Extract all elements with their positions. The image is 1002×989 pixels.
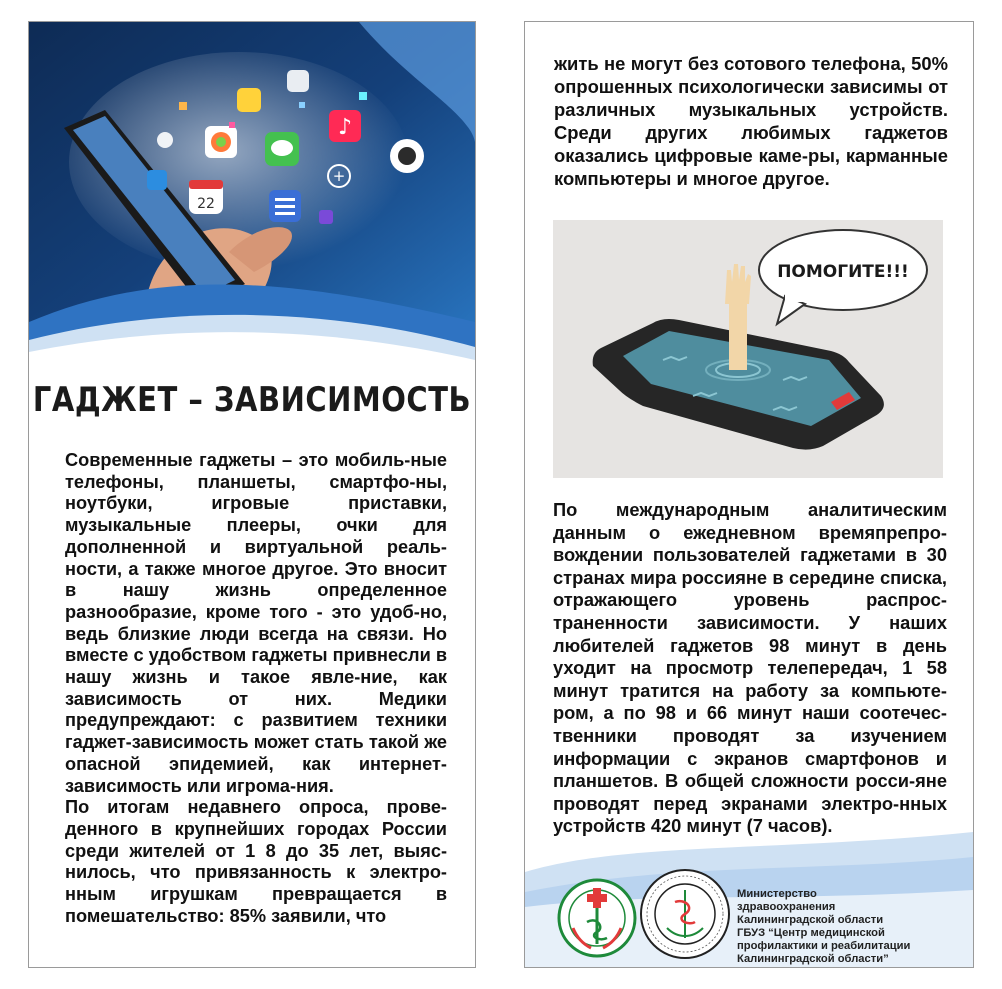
calendar-date: 22 [197,196,215,212]
paragraph: По итогам недавнего опроса, прове-денного в крупнейших городах России среди жителей от 1 8 до 35 лет, выяс-нилось, что привязанность к электро-нным игрушкам превращается в помешательство: 85% заявили, что [65,797,447,926]
svg-text:+: + [332,167,346,185]
clock-app-icon [157,132,173,148]
center-prevention-logo [639,868,731,960]
bubble-text: ПОМОГИТЕ!!! [777,262,909,282]
svg-text:♪: ♪ [337,115,353,140]
left-body-text [65,450,447,927]
right-top-text [554,52,948,190]
page-title: ГАДЖЕТ – ЗАВИСИМОСТЬ [32,378,472,420]
paragraph: По международным аналитическим данным о ежедневном времяпрепро-вождении пользователей гаджетами в 30 странах мира россияне в середине списка, отражающего уровень распрос-траненности зависимости. У наших любителей гаджетов 98 минут в день уходит на просмотр телепередач, 1 58 минут тратится на работу за компьюте-ром, а по 98 и 66 минут наши соотечес-твенники проводят за изучением информации с экранов смартфонов и планшетов. В общей сложности росси-яне проводят перед экранами электро-нных устройств 420 минут (7 часов). [553,499,947,837]
gallery-app-icon [237,88,261,112]
ministry-line: Калининградской области [737,914,884,926]
calculator-app-icon [287,70,309,92]
ministry-line: профилактики и реабилитации [737,940,911,952]
right-page [524,21,974,968]
ministry-line: ГБУЗ “Центр медицинской [737,927,885,939]
right-body-text [553,499,947,838]
paragraph: жить не могут без сотового телефона, 50% опрошенных психологически зависимы от различных музыкальных устройств. Среди других любимых гаджетов оказались цифровые каме-ры, карманные компьютеры и многое другое. [554,53,948,189]
hero-illustration [29,22,475,362]
ministry-line: Министерство [737,888,817,900]
ministry-credits [737,888,957,966]
drowning-phone-illustration [553,220,943,478]
left-page [28,21,476,968]
paragraph: Современные гаджеты – это мобиль-ные телефоны, планшеты, смартфо-ны, ноутбуки, игровые приставки, музыкальные плееры, очки для дополненной и виртуальной реаль-ности, а также многое другое. Это вносит в нашу жизнь определенное разнообразие, кроме того - это удоб-но, ведь близкие люди всегда на связи. Но вместе с удобством гаджеты привнесли в нашу жизнь и такое явле-ние, как зависимость от них. Медики предупреждают: с развитием техники гаджет-зависимость может стать такой же опасной эпидемией, как интернет-зависимость или игрома-ния. [65,450,447,796]
ministry-line: Калининградской области” [737,953,889,965]
ministry-line: здравоохранения [737,901,836,913]
mail-app-icon [147,170,167,190]
cross-medical-logo [557,878,637,958]
